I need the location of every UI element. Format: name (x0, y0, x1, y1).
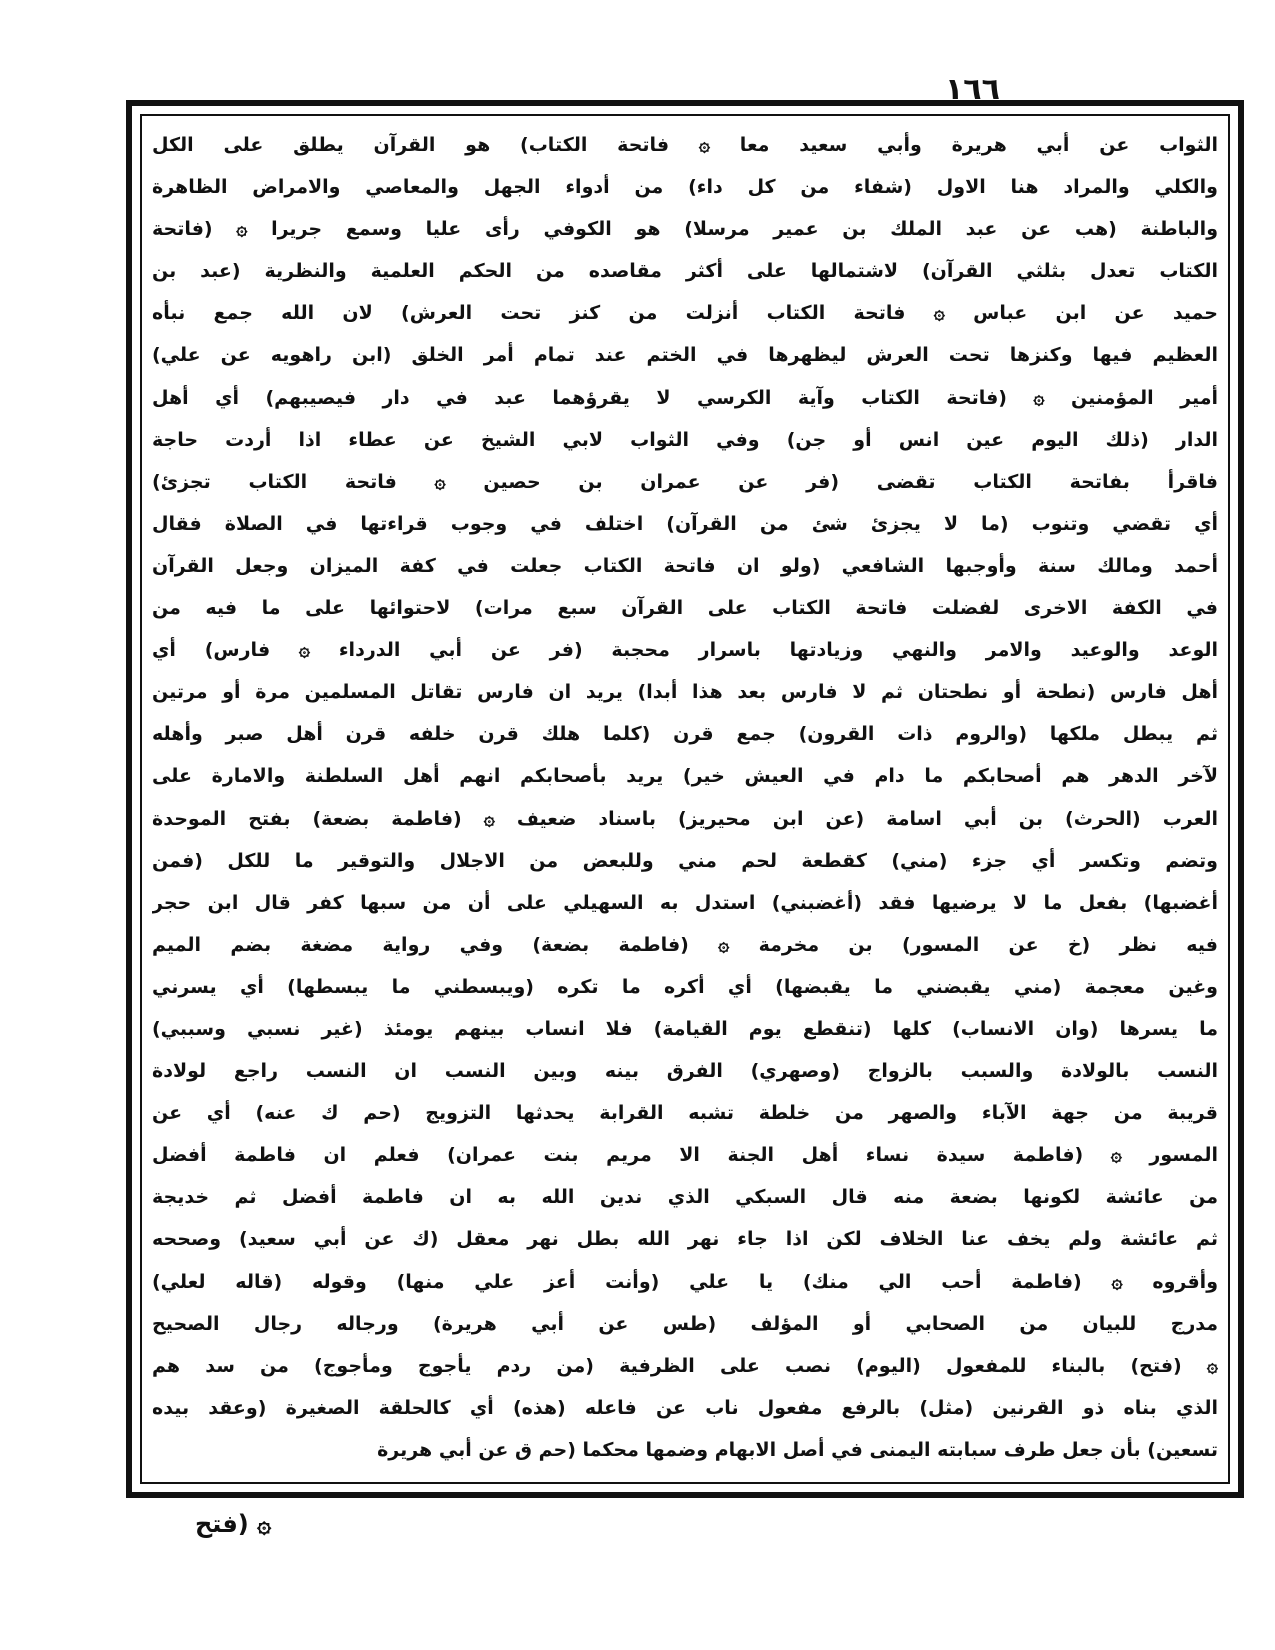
text-line: المسور ۞ (فاطمة سيدة نساء أهل الجنة الا مريم بنت عمران) فعلم ان فاطمة أفضل (152, 1144, 1218, 1167)
text-body (152, 124, 1218, 1474)
text-line: من عائشة لكونها بضعة منه قال السبكي الذي ندين الله به ان فاطمة أفضل ثم خديجة (152, 1186, 1218, 1209)
text-line: الثواب عن أبي هريرة وأبي سعيد معا ۞ فاتحة الكتاب) هو القرآن يطلق على الكل (152, 134, 1218, 156)
text-line: النسب بالولادة والسبب بالزواج (وصهري) الفرق بينه وبين النسب ان النسب راجع لولادة (152, 1060, 1218, 1083)
text-line: ۞ (فتح) بالبناء للمفعول (اليوم) نصب على الظرفية (من ردم يأجوج ومأجوج) من سد هم (152, 1354, 1218, 1377)
text-line: الدار (ذلك اليوم عين انس أو جن) وفي الثواب لابي الشيخ عن عطاء اذا أردت حاجة (152, 428, 1218, 451)
text-line: قريبة من جهة الآباء والصهر من خلطة تشبه القرابة يحدثها التزويج (حم ك عنه) أي عن (152, 1102, 1218, 1125)
text-line: والكلي والمراد هنا الاول (شفاء من كل داء) من أدواء الجهل والمعاصي والامراض الظاهرة (152, 176, 1218, 199)
text-line: ما يسرها (وان الانساب) كلها (تنقطع يوم القيامة) فلا انساب بينهم يومئذ (غير نسبي وسببي) (152, 1017, 1218, 1040)
text-line: في الكفة الاخرى لفضلت فاتحة الكتاب على القرآن سبع مرات) لاحتوائها على ما فيه من (152, 597, 1218, 620)
text-line: تسعين) بأن جعل طرف سبابته اليمنى في أصل الابهام وضمها محكما (حم ق عن أبي هريرة (377, 1438, 1218, 1461)
catchword: ۞ (فتح (195, 1510, 272, 1538)
text-line: الذي بناه ذو القرنين (مثل) بالرفع مفعول ناب عن فاعله (هذه) أي كالحلقة الصغيرة (وعقد بيده (152, 1396, 1218, 1419)
text-line: وغين معجمة (مني يقبضني ما يقبضها) أي أكره ما تكره (ويبسطني ما يبسطها) أي يسرني (152, 975, 1218, 998)
text-line: حميد عن ابن عباس ۞ فاتحة الكتاب أنزلت من كنز تحت العرش) لان الله جمع نبأه (152, 302, 1218, 325)
text-line: أهل فارس (نطحة أو نطحتان ثم لا فارس بعد هذا أبدا) يريد ان فارس تقاتل المسلمين مرة أو مرتين (152, 681, 1218, 704)
text-line: أي تقضي وتنوب (ما لا يجزئ شئ من القرآن) اختلف في وجوب قراءتها في الصلاة فقال (152, 512, 1218, 535)
text-line: والباطنة (هب عن عبد الملك بن عمير مرسلا) هو الكوفي رأى عليا وسمع جريرا ۞ (فاتحة (152, 218, 1218, 241)
text-line: أمير المؤمنين ۞ (فاتحة الكتاب وآية الكرسي لا يقرؤهما عبد في دار فيصيبهم) أي أهل (152, 386, 1218, 409)
text-line: الوعد والوعيد والامر والنهي وزيادتها باسرار محجبة (فر عن أبي الدرداء ۞ فارس) أي (152, 639, 1218, 662)
text-line: لآخر الدهر هم أصحابكم ما دام في العيش خير) يريد بأصحابكم انهم أهل السلطنة والامارة على (152, 765, 1218, 788)
text-line: أحمد ومالك سنة وأوجبها الشافعي (ولو ان فاتحة الكتاب جعلت في كفة الميزان وجعل القرآن (152, 554, 1218, 577)
text-line: فاقرأ بفاتحة الكتاب تقضى (فر عن عمران بن حصين ۞ فاتحة الكتاب تجزئ) (152, 470, 1218, 493)
text-line: العظيم فيها وكنزها تحت العرش ليظهرها في الختم عند تمام أمر الخلق (ابن راهويه عن علي) (152, 344, 1218, 367)
text-line: وتضم وتكسر أي جزء (مني) كقطعة لحم مني وللبعض من الاجلال والتوقير ما للكل (فمن (152, 849, 1218, 872)
text-line: أغضبها) بفعل ما لا يرضيها فقد (أغضبني) استدل به السهيلي على أن من سبها كفر قال ابن حجر (152, 891, 1218, 914)
text-line: فيه نظر (خ عن المسور) بن مخرمة ۞ (فاطمة بضعة) وفي رواية مضغة بضم الميم (152, 933, 1218, 956)
text-line: مدرج للبيان من الصحابي أو المؤلف (طس عن أبي هريرة) ورجاله رجال الصحيح (152, 1312, 1218, 1335)
text-line: وأقروه ۞ (فاطمة أحب الي منك) يا علي (وأنت أعز علي منها) وقوله (قاله لعلي) (152, 1270, 1218, 1293)
text-line: العرب (الحرث) بن أبي اسامة (عن ابن محيريز) باسناد ضعيف ۞ (فاطمة بضعة) بفتح الموحدة (152, 807, 1218, 830)
text-line: ثم عائشة ولم يخف عنا الخلاف لكن اذا جاء نهر الله بطل نهر معقل (ك عن أبي سعيد) وصححه (152, 1228, 1218, 1251)
text-line: الكتاب تعدل بثلثي القرآن) لاشتمالها على أكثر مقاصده من الحكم العلمية والنظرية (عبد بن (152, 260, 1218, 283)
page-number: ١٦٦ (945, 72, 1000, 107)
text-line: ثم يبطل ملكها (والروم ذات القرون) جمع قرن (كلما هلك قرن خلفه قرن أهل صبر وأهله (152, 723, 1218, 746)
